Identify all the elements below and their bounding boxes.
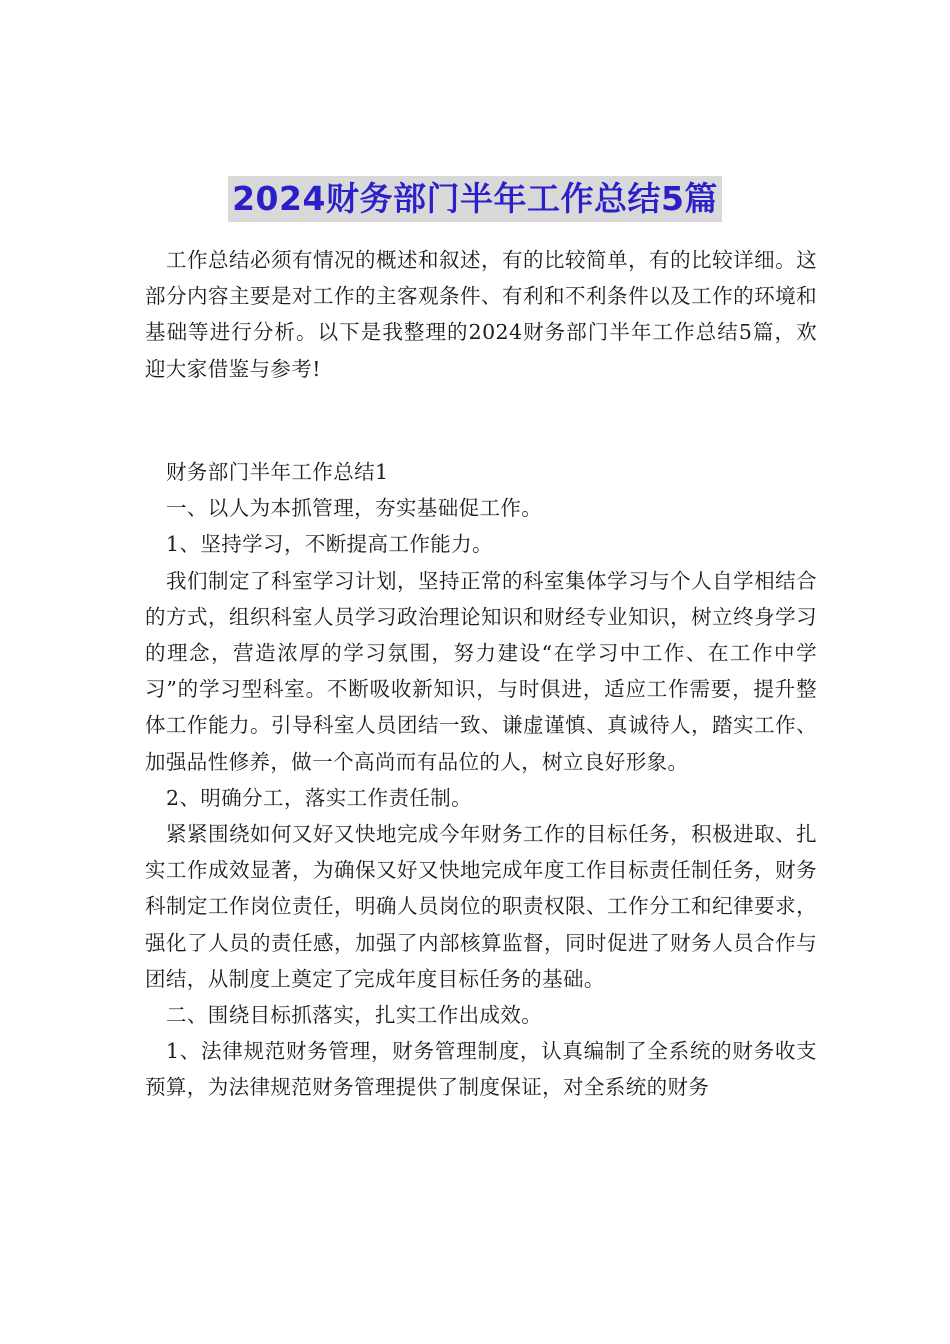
heading-level-2: 2、明确分工，落实工作责任制。 [166, 785, 473, 810]
heading-level-1: 一、以人为本抓管理，夯实基础促工作。 [166, 496, 543, 521]
document-title: 2024财务部门半年工作总结5篇 [228, 176, 722, 222]
body-paragraph: 1、法律规范财务管理，财务管理制度，认真编制了全系统的财务收支预算，为法律规范财务管理提供了制度保证，对全系统的财务 [145, 1039, 817, 1100]
intro-paragraph: 工作总结必须有情况的概述和叙述，有的比较简单，有的比较详细。这部分内容主要是对工作的主客观条件、有利和不利条件以及工作的环境和基础等进行分析。以下是我整理的2024财务部门半年工作总结5篇，欢迎大家借鉴与参考! [145, 248, 817, 381]
heading-level-1: 二、围绕目标抓落实，扎实工作出成效。 [166, 1003, 543, 1028]
body-paragraph: 紧紧围绕如何又好又快地完成今年财务工作的目标任务，积极进取、扎实工作成效显著，为确保又好又快地完成年度工作目标责任制任务，财务科制定工作岗位责任，明确人员岗位的职责权限、工作分工和纪律要求，强化了人员的责任感，加强了内部核算监督，同时促进了财务人员合作与团结，从制度上奠定了完成年度目标任务的基础。 [145, 822, 817, 991]
intro-section [145, 242, 817, 387]
body-paragraph: 我们制定了科室学习计划，坚持正常的科室集体学习与个人自学相结合的方式，组织科室人员学习政治理论知识和财经专业知识，树立终身学习的理念，营造浓厚的学习氛围，努力建设“在学习中工作、在工作中学习”的学习型科室。不断吸收新知识，与时俱进，适应工作需要，提升整体工作能力。引导科室人员团结一致、谦虚谨慎、真诚待人，踏实工作、加强品性修养，做一个高尚而有品位的人，树立良好形象。 [145, 568, 817, 774]
content-section [145, 454, 817, 1106]
title-container [0, 176, 950, 222]
section-heading: 财务部门半年工作总结1 [166, 460, 389, 484]
heading-level-2: 1、坚持学习，不断提高工作能力。 [166, 532, 493, 557]
